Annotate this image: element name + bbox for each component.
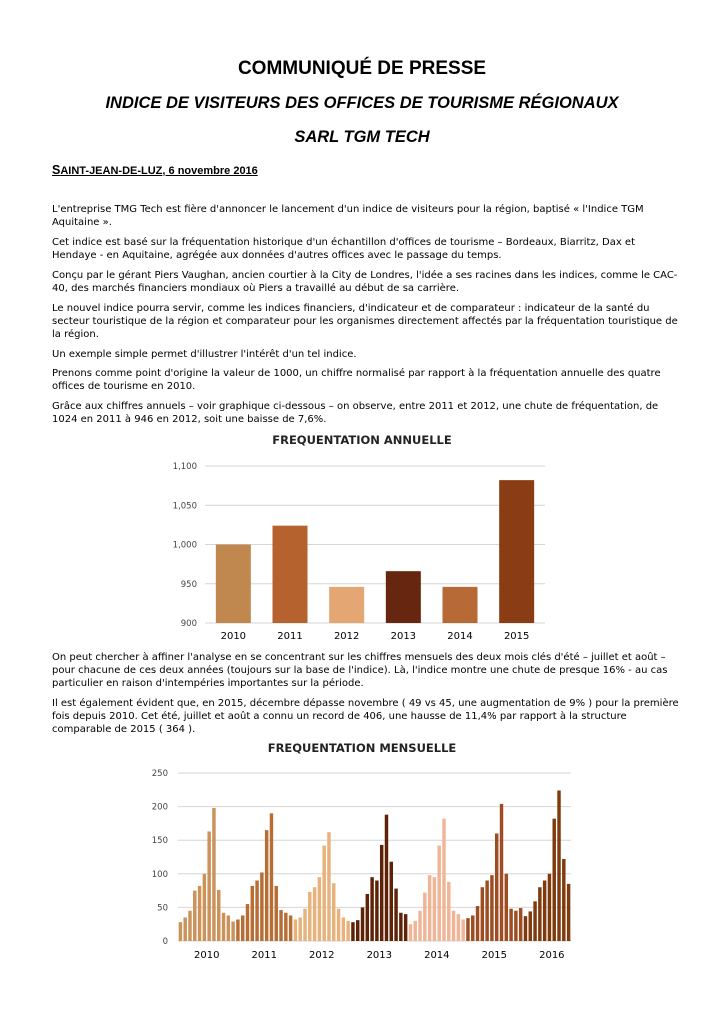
monthly-bar	[490, 875, 493, 941]
annual-y-tick-label: 1,100	[172, 462, 197, 472]
annual-y-tick-label: 1,000	[172, 540, 197, 551]
monthly-bar	[298, 917, 301, 941]
monthly-bar	[356, 920, 359, 941]
monthly-bar	[495, 833, 498, 941]
annual-x-tick-label: 2011	[277, 631, 303, 642]
monthly-bar	[433, 877, 436, 941]
monthly-bar	[327, 832, 330, 941]
monthly-bar	[346, 921, 349, 941]
monthly-bar	[303, 909, 306, 941]
monthly-bar	[557, 790, 560, 941]
monthly-x-tick-label: 2011	[251, 950, 277, 961]
monthly-bar	[183, 917, 186, 941]
monthly-bar	[471, 915, 474, 941]
annual-chart-title: FREQUENTATION ANNUELLE	[272, 433, 452, 447]
monthly-bar	[227, 915, 230, 941]
monthly-bar	[217, 890, 220, 941]
monthly-bar	[270, 813, 273, 941]
monthly-y-tick-label: 100	[151, 869, 168, 880]
dateline-first-letter: S	[52, 163, 61, 177]
paragraph-7: Grâce aux chiffres annuels – voir graphique ci-dessous – on observe, entre 2011 et 2012, une chute de fréquentation, de 1024 en 2011 à 946 en 2012, soit une baisse de 7,6%.	[52, 401, 659, 425]
monthly-bar	[404, 914, 407, 941]
monthly-y-tick-label: 200	[151, 802, 168, 813]
document-title: COMMUNIQUÉ DE PRESSE	[237, 58, 487, 79]
monthly-bar	[457, 914, 460, 941]
monthly-bar	[423, 893, 426, 941]
monthly-bar	[203, 874, 206, 941]
monthly-bar	[284, 913, 287, 941]
monthly-bar	[466, 918, 469, 941]
monthly-bar	[361, 907, 364, 941]
monthly-bar	[476, 906, 479, 941]
annual-y-tick-label: 900	[180, 619, 197, 629]
monthly-bar	[308, 892, 311, 941]
monthly-bar	[461, 919, 464, 941]
monthly-bar	[198, 886, 201, 941]
monthly-bar	[409, 924, 412, 941]
dateline-city: AINT-JEAN-DE-LUZ	[60, 165, 163, 177]
monthly-bar	[562, 859, 565, 941]
monthly-bar	[485, 881, 488, 941]
monthly-chart-title: FREQUENTATION MENSUELLE	[267, 741, 457, 755]
monthly-bar	[246, 904, 249, 941]
monthly-bar	[370, 877, 373, 941]
monthly-y-tick-label: 0	[162, 937, 168, 947]
paragraph-5: Un exemple simple permet d'illustrer l'intérêt d'un tel indice.	[52, 349, 357, 360]
monthly-bar	[390, 862, 393, 941]
monthly-bar	[394, 889, 397, 941]
monthly-bar	[279, 910, 282, 941]
monthly-x-tick-label: 2012	[309, 950, 335, 961]
annual-y-tick-label: 1,050	[172, 501, 197, 512]
annual-x-tick-label: 2013	[390, 631, 417, 642]
monthly-bar	[533, 901, 536, 941]
monthly-bar	[265, 830, 268, 941]
monthly-bar	[275, 886, 278, 941]
monthly-bar	[414, 921, 417, 941]
monthly-bar	[289, 915, 292, 941]
dateline-date: , 6 novembre 2016	[162, 165, 258, 177]
monthly-bar	[452, 911, 455, 941]
monthly-bar	[428, 875, 431, 941]
monthly-bar	[519, 908, 522, 941]
monthly-bar	[442, 819, 445, 941]
monthly-bar	[251, 886, 254, 941]
annual-x-tick-label: 2015	[503, 631, 530, 642]
paragraph-1: L'entreprise TMG Tech est fière d'annoncer le lancement d'un indice de visiteurs pour la région, baptisé « l'Indice TGM Aquitaine ».	[52, 204, 644, 228]
monthly-bar	[567, 884, 570, 941]
monthly-bar	[231, 922, 234, 941]
monthly-bar	[342, 917, 345, 941]
monthly-bar	[399, 913, 402, 941]
monthly-bar	[294, 919, 297, 941]
monthly-bar	[385, 815, 388, 941]
monthly-x-tick-label: 2013	[366, 950, 393, 961]
monthly-bar	[529, 911, 532, 941]
monthly-bar	[437, 846, 440, 941]
monthly-bar	[524, 916, 527, 941]
monthly-bar	[236, 919, 239, 941]
annual-x-tick-label: 2014	[447, 631, 473, 642]
monthly-bar	[193, 891, 196, 941]
monthly-bar	[418, 911, 421, 941]
monthly-bar	[481, 887, 484, 941]
monthly-bar	[313, 887, 316, 941]
monthly-bar	[447, 882, 450, 941]
monthly-x-tick-label: 2016	[539, 950, 565, 961]
monthly-bar	[500, 804, 503, 941]
monthly-bar	[241, 915, 244, 941]
monthly-bar	[380, 845, 383, 941]
annual-y-tick-label: 950	[180, 579, 197, 590]
monthly-bar	[505, 874, 508, 941]
monthly-bar	[366, 894, 369, 941]
monthly-x-tick-label: 2014	[424, 950, 450, 961]
monthly-bar	[543, 881, 546, 941]
monthly-bar	[553, 819, 556, 941]
monthly-bar	[337, 909, 340, 941]
document-subtitle: INDICE DE VISITEURS DES OFFICES DE TOURISME RÉGIONAUX	[105, 94, 619, 112]
monthly-bar	[375, 881, 378, 941]
annual-x-tick-label: 2012	[333, 631, 360, 642]
monthly-y-tick-label: 250	[151, 769, 168, 779]
monthly-bar	[260, 872, 263, 941]
monthly-bar	[332, 883, 335, 941]
monthly-bar	[509, 909, 512, 941]
paragraph-2: Cet indice est basé sur la fréquentation historique d'un échantillon d'offices de tourisme – Bordeaux, Biarritz, Dax et Hendaye - en Aquitaine, agrégée aux données d'autres offices avec le passage du temps.	[52, 237, 635, 261]
monthly-bar	[318, 877, 321, 941]
monthly-y-tick-label: 50	[157, 903, 168, 914]
monthly-bar	[322, 846, 325, 941]
monthly-x-tick-label: 2015	[481, 950, 508, 961]
monthly-bar	[212, 808, 215, 941]
monthly-x-tick-label: 2010	[194, 950, 220, 961]
monthly-bar	[538, 887, 541, 941]
company-name: SARL TGM TECH	[294, 128, 430, 146]
monthly-bar	[255, 881, 258, 941]
paragraph-3: Conçu par le gérant Piers Vaughan, ancien courtier à la City de Londres, l'idée a ses racines dans les indices, comme le CAC-40, des marchés financiers mondiaux où Piers a travaillé au début de sa carrière.	[52, 270, 678, 294]
paragraph-8: On peut chercher à affiner l'analyse en se concentrant sur les chiffres mensuels des deux mois clés d'été – juillet et août – pour chacune de ces deux années (toujours sur la base de l'indice). Là, l'indice montre une chute de presque 16% - au cas particulier en raison d'intempéries importantes sur la période.	[52, 652, 668, 689]
monthly-bar	[514, 911, 517, 941]
paragraph-4: Le nouvel indice pourra servir, comme les indices financiers, d'indicateur et de comparateur : indicateur de la santé du secteur touristique de la région et comparateur pour les organismes directement affectés par la fréquentation touristique de la région.	[52, 303, 678, 340]
monthly-bar	[222, 913, 225, 941]
monthly-bar	[548, 874, 551, 941]
paragraph-9: Il est également évident que, en 2015, décembre dépasse novembre ( 49 vs 45, une augmentation de 9% ) pour la première fois depuis 2010. Cet été, juillet et août a connu un record de 406, une hausse de 11,4% par rapport à la structure comparable de 2015 ( 364 ).	[52, 698, 679, 735]
paragraph-6: Prenons comme point d'origine la valeur de 1000, un chiffre normalisé par rapport à la fréquentation annuelle des quatre offices de tourisme en 2010.	[52, 368, 661, 392]
monthly-y-tick-label: 150	[151, 836, 168, 847]
monthly-bar	[351, 922, 354, 941]
monthly-bar	[207, 831, 210, 941]
monthly-bar	[188, 911, 191, 941]
monthly-bar	[179, 922, 182, 941]
annual-x-tick-label: 2010	[220, 631, 247, 642]
